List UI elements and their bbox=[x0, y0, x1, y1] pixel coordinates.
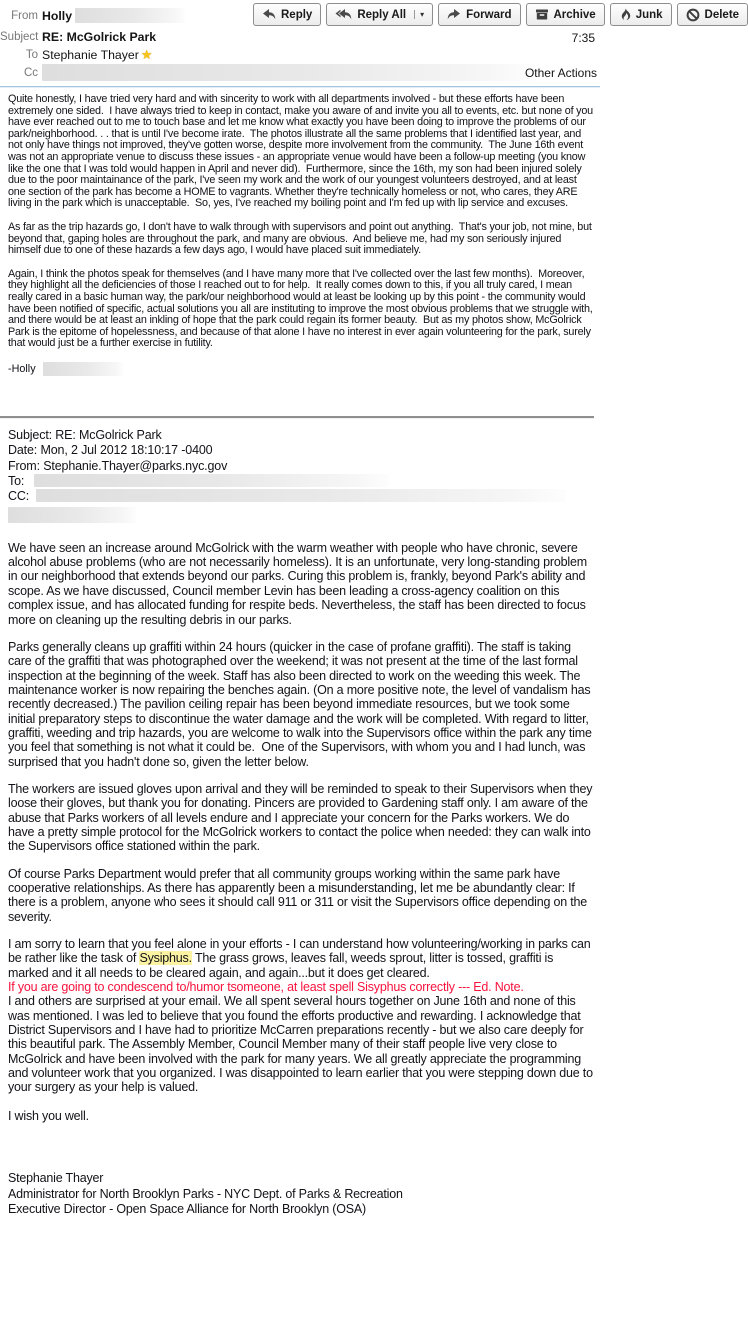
archive-button[interactable] bbox=[526, 3, 605, 26]
junk-button[interactable] bbox=[610, 3, 672, 26]
redacted-text bbox=[8, 507, 136, 523]
paragraph: Of course Parks Department would prefer that all community groups working within the same park have cooperative relationships. As there has apparently been a misunderstanding, let me be abundantly clear: If there is a problem, anyone who sees it should call 911 or 311 or visit the Supervisors office depending on the severity. bbox=[8, 866, 591, 924]
paragraph: We have seen an increase around McGolrick with the warm weather with people who have chronic, severe alcohol abuse problems (who are not necessarily homeless). It is an unfortunate, very long-standing problem in our neighborhood that extends beyond our parks. Curing this problem is, frankly, beyond Park's ability and scope. As we have discussed, Council member Levin has been leading a cross-agency coalition on this complex issue, and has allocated funding for respite beds. Nevertheless, the staff has been directed to focus more on cleaning up the resulting debris in our parks. bbox=[8, 540, 591, 627]
flame-icon bbox=[619, 8, 631, 21]
quoted-to-line bbox=[8, 474, 596, 489]
paragraph: Parks generally cleans up graffiti within 24 hours (quicker in the case of profane graffiti). The staff is taking care of the graffiti that was photographed over the weekend; it was not present at the time of the last formal inspection at the beginning of the week. Staff has also been directed to work on the weeding this week. The maintenance worker is now repairing the benches again. (On a more positive note, the level of vandalism has recently decreased.) The pavilion ceiling repair has been beyond immediate resources, but we took some initial preparatory steps to discontinue the water damage and the work will be completed. With regard to litter, graffiti, weeding and trip hazards, you are welcome to walk into the Supervisors office within the park any time you feel that something is not what it could be. One of the Supervisors, with whom you and I had lunch, was surprised that you hadn't done so, given the letter below. bbox=[8, 639, 595, 769]
quoted-cc-line bbox=[8, 489, 596, 504]
delete-button[interactable] bbox=[677, 3, 748, 26]
quoted-subject-line: Subject: RE: McGolrick Park bbox=[8, 428, 162, 443]
other-actions-button[interactable]: Other Actions bbox=[524, 66, 597, 80]
signature-block bbox=[8, 1171, 596, 1218]
cc-label: Cc bbox=[23, 66, 38, 79]
signature-title-2: Executive Director - Open Space Alliance for North Brooklyn (OSA) bbox=[8, 1202, 366, 1217]
archive-box-icon bbox=[535, 8, 549, 21]
message-body bbox=[8, 94, 596, 1218]
from-row bbox=[0, 8, 185, 23]
reply-all-button[interactable] bbox=[326, 3, 433, 26]
reply-button[interactable] bbox=[253, 3, 321, 26]
redacted-text bbox=[36, 489, 566, 502]
reply-all-button-label: Reply All bbox=[357, 8, 407, 21]
to-row bbox=[0, 47, 153, 63]
signature-name: -Holly bbox=[8, 362, 36, 375]
delete-button-label: Delete bbox=[704, 8, 740, 21]
quoted-cc-label: CC: bbox=[8, 489, 30, 504]
message-header bbox=[0, 0, 740, 87]
reply-arrow-icon bbox=[262, 8, 276, 21]
redacted-block bbox=[8, 507, 596, 525]
subject-value: RE: McGolrick Park bbox=[42, 30, 157, 44]
redacted-text bbox=[75, 8, 185, 23]
paragraph-text: The grass grows, leaves fall, weeds sprout, litter is tossed, graffiti is marked and it all needs to be cleared again, and again...but it does get cleared. bbox=[8, 951, 557, 980]
reply-all-arrows-icon bbox=[335, 8, 352, 21]
redacted-text bbox=[43, 362, 123, 376]
quoted-from-line: From: Stephanie.Thayer@parks.nyc.gov bbox=[8, 458, 228, 473]
signature-name: Stephanie Thayer bbox=[8, 1171, 104, 1186]
paragraph: I and others are surprised at your email. We all spent several hours together on June 16th and none of this was mentioned. I was led to believe that you found the efforts productive and rewarding. I acknowledge that District Supervisors and I have had to prioritize McCarren preparations recently - but we also care deeply for this beautiful park. The Assembly Member, Council Member many of their staff people live very close to McGolrick and have been involved with the park for many years. We all greatly appreciate the programming and volunteer work that you organized. I was disappointed to learn earlier that you were stepping down due to your surgery as your help is valued. bbox=[8, 994, 597, 1095]
paragraph: Quite honestly, I have tried very hard and with sincerity to work with all departments involved - but these efforts have been extremely one sided. I have always tried to keep in contact, make you aware of and invite you all to events, etc. but none of you have ever reached out to me to touch base and let me know what exactly you have been doing to improve the problems of our park/neighborhood. . . that is until I've become irate. The photos illustrate all the same problems that I identified last year, and not only have things not improved, they've gotten worse, despite more involvement from the community. The June 16th event was not an appropriate venue to discuss these issues - an appropriate venue would have been a follow-up meeting (you know like the one that I was told would happen in April and never did). Furthermore, since the 16th, my son had been injured solely due to the poor maintainance of the park, I've seen my work and the work of our youngest volunteers destroyed, and at least one section of the park has become a HOME to vagrants. Whether they're technically homeless or not, who cares, they ARE living in the park which is unacceptable. So, yes, I've reached my boiling point and I'm fed up with lip service and excuses. bbox=[8, 93, 596, 210]
forward-button[interactable] bbox=[438, 3, 520, 26]
paragraph: Again, I think the photos speak for themselves (and I have many more that I've collected over the last few months). Moreover, they highlight all the deficiencies of those I reached out to for help. It really comes down to this, if you all truly cared, I mean really cared in a basic human way, the park/our neighborhood would at least be looking up by this point - the community would have been notified of specific, actual solutions you all are instituting to improve the most obvious problems that we struggle with, and there would be at least an inkling of hope that the park could regain its former beauty. But as my photos show, McGolrick Park is the epitome of hopelessness, and because of that alone I have no interest in ever again volunteering for the park, surely that would just be a further exercise in futility. bbox=[8, 267, 596, 350]
redacted-text bbox=[42, 64, 534, 81]
archive-button-label: Archive bbox=[553, 8, 596, 21]
paragraph-with-highlight bbox=[8, 937, 596, 980]
cc-row bbox=[0, 64, 534, 81]
quoted-date-line: Date: Mon, 2 Jul 2012 18:10:17 -0400 bbox=[8, 443, 213, 458]
highlighted-word: Sysiphus. bbox=[139, 951, 192, 966]
to-value[interactable]: Stephanie Thayer bbox=[42, 48, 139, 62]
forward-button-label: Forward bbox=[466, 8, 512, 21]
from-label: From bbox=[11, 9, 38, 22]
redacted-text bbox=[34, 474, 389, 487]
message-time: 7:35 bbox=[571, 31, 595, 45]
quoted-headers bbox=[8, 428, 596, 525]
forward-arrow-icon bbox=[447, 8, 461, 21]
quoted-to-label: To: bbox=[8, 473, 25, 488]
no-entry-icon bbox=[686, 8, 700, 22]
message-toolbar bbox=[253, 3, 748, 26]
star-icon[interactable]: ★ bbox=[140, 47, 153, 62]
paragraph: As far as the trip hazards go, I don't have to walk through with supervisors and point out anything. That's your job, not mine, but beyond that, gaping holes are throughout the park, and many are obvious. And believe me, had my son seriously injured himself due to one of these hazards a few days ago, I would have placed suit immediately. bbox=[8, 220, 595, 257]
from-value: Holly bbox=[42, 8, 73, 23]
subject-label: Subject bbox=[0, 31, 39, 43]
subject-row bbox=[0, 30, 156, 44]
signature-title-1: Administrator for North Brooklyn Parks - NYC Dept. of Parks & Recreation bbox=[8, 1186, 403, 1201]
to-label: To bbox=[25, 49, 38, 61]
paragraph-text: I am sorry to learn that you feel alone in your efforts - I can understand how volunteering/working in parks can be rather like the task of bbox=[8, 937, 594, 966]
editor-note: If you are going to condescend to/humor tsomeone, at least spell Sisyphus correctly --- Ed. Note. bbox=[8, 980, 524, 995]
closing-line: I wish you well. bbox=[8, 1108, 89, 1123]
junk-button-label: Junk bbox=[635, 8, 663, 21]
sender-signature bbox=[8, 362, 596, 376]
reply-button-label: Reply bbox=[281, 8, 313, 21]
reply-all-dropdown-caret[interactable]: ▾ bbox=[414, 10, 424, 19]
quoted-message-divider bbox=[0, 416, 594, 419]
paragraph: The workers are issued gloves upon arrival and they will be reminded to speak to their Supervisors when they loose their gloves, but thank you for donating. Pincers are provided to Gardening staff only. I am aware of the abuse that Parks workers of all levels endure and I appreciate your concern for the Parks workers. We do have a pretty simple protocol for the McGolrick workers to contact the police when needed: they can walk into the Supervisors office stationed within the park. bbox=[8, 781, 596, 854]
